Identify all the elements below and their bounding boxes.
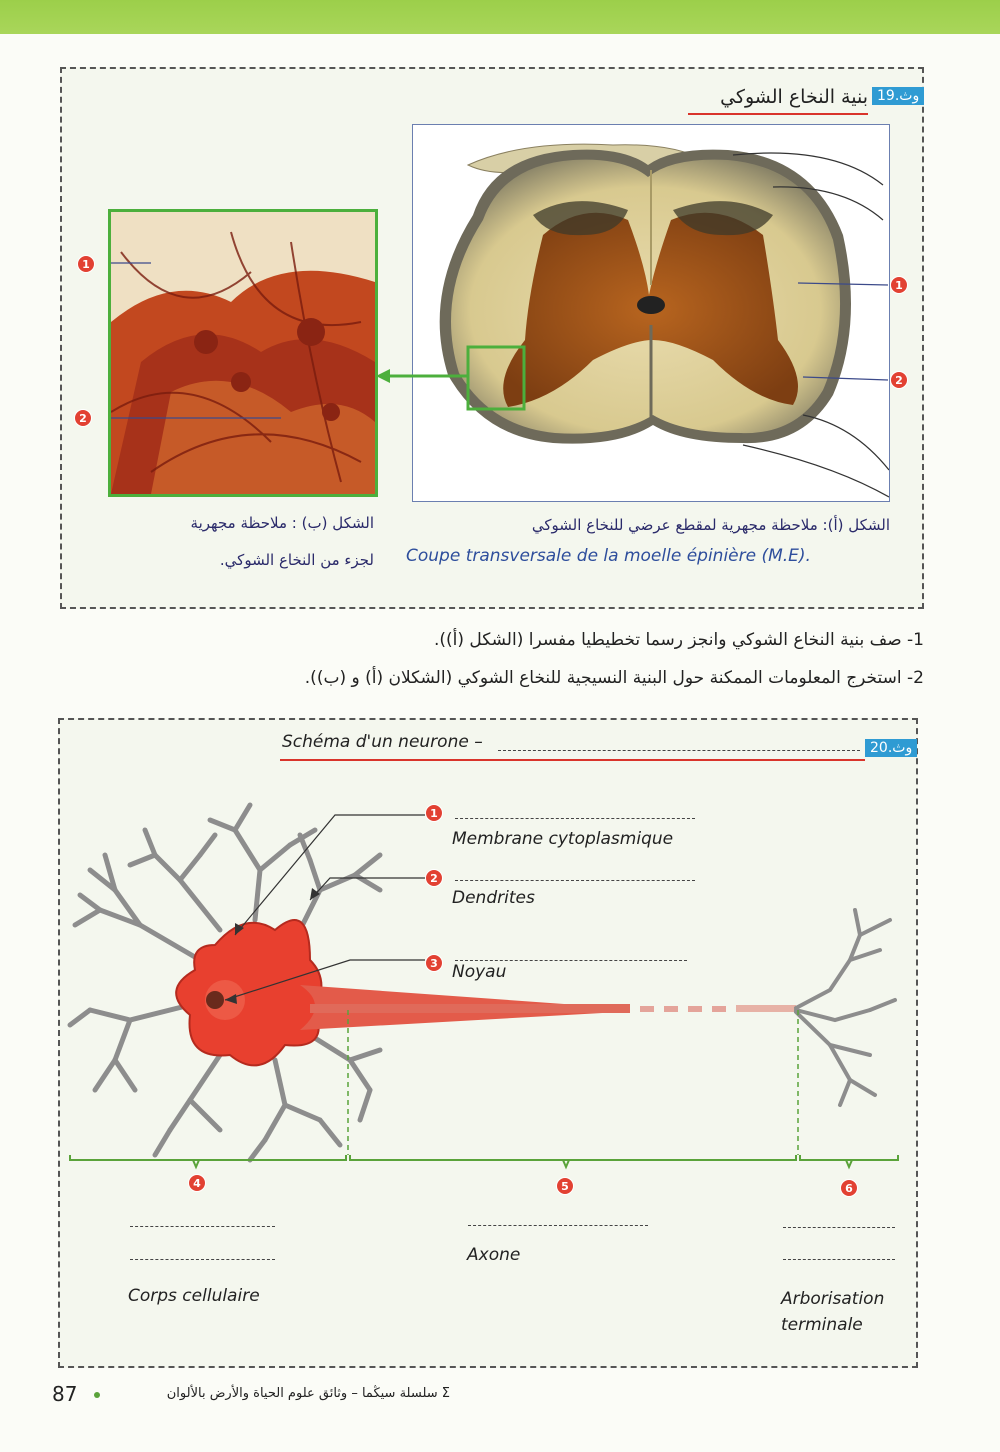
label-2-blank xyxy=(455,880,695,881)
neuron-marker-3: 3 xyxy=(425,954,443,972)
doc20-badge: وث.20 xyxy=(865,739,917,757)
axon-segment xyxy=(310,1004,630,1013)
fig-a-marker-1: 1 xyxy=(890,276,908,294)
region-marker-6: 6 xyxy=(840,1179,858,1197)
zoom-arrow xyxy=(374,366,470,386)
doc19-title: بنية النخاع الشوكي xyxy=(720,86,868,108)
label-arborisation-terminale: Arborisation terminale xyxy=(781,1289,885,1335)
doc19-badge: وث.19 xyxy=(872,87,924,105)
region-5-blank xyxy=(468,1225,648,1226)
label-corps-cellulaire: Corps cellulaire xyxy=(128,1286,260,1306)
region-6-blank-2 xyxy=(783,1259,895,1260)
spinal-cord-section-drawing xyxy=(413,125,889,501)
question-1: 1- صف بنية النخاع الشوكي وانجز رسما تخطيطيا مفسرا (الشكل (أ)). xyxy=(433,630,924,650)
neuron-marker-2: 2 xyxy=(425,869,443,887)
label-3-blank xyxy=(455,960,687,961)
neuron-marker-1: 1 xyxy=(425,804,443,822)
histology-drawing xyxy=(111,212,375,494)
label-noyau: Noyau xyxy=(452,962,507,982)
doc19-title-underline xyxy=(688,113,868,115)
label-membrane-cytoplasmique: Membrane cytoplasmique xyxy=(452,829,674,849)
figure-a-caption: الشكل (أ): ملاحظة مجهرية لمقطع عرضي للنخاع الشوكي xyxy=(531,516,890,534)
nucleus xyxy=(206,991,224,1009)
region-4-blank-1 xyxy=(130,1226,275,1227)
figure-b-caption-line2: لجزء من النخاع الشوكي. xyxy=(219,551,374,569)
fig-b-marker-1: 1 xyxy=(77,255,95,273)
series-title: Σ سلسلة سيڭما – وثائق علوم الحياة والأرض بالألوان xyxy=(166,1386,450,1401)
fig-a-marker-2: 2 xyxy=(890,371,908,389)
region-4-blank-2 xyxy=(130,1259,275,1260)
region-marker-5: 5 xyxy=(556,1177,574,1195)
doc20-title-fill xyxy=(498,750,860,751)
label-dendrites: Dendrites xyxy=(452,888,535,908)
top-color-bar xyxy=(0,0,1000,34)
footer-dot xyxy=(94,1392,100,1398)
region-6-blank-1 xyxy=(783,1227,895,1228)
page-number: 87 xyxy=(52,1382,78,1406)
region-marker-4: 4 xyxy=(188,1174,206,1192)
label-1-blank xyxy=(455,818,695,819)
figure-b-caption-line1: الشكل (ب) : ملاحظة مجهرية xyxy=(190,514,374,532)
figure-a-spinal-cord-image xyxy=(412,124,890,502)
doc20-title: Schéma d'un neurone – xyxy=(282,732,483,752)
figure-b-histology-image xyxy=(108,209,378,497)
terminal-branches xyxy=(796,910,895,1105)
fig-b-marker-2: 2 xyxy=(74,409,92,427)
question-2: 2- استخرج المعلومات الممكنة حول البنية النسيجية للنخاع الشوكي (الشكلان (أ) و (ب)). xyxy=(304,668,924,688)
label-axone: Axone xyxy=(467,1245,521,1265)
figure-a-caption-french: Coupe transversale de la moelle épinière (M.E). xyxy=(406,546,811,566)
